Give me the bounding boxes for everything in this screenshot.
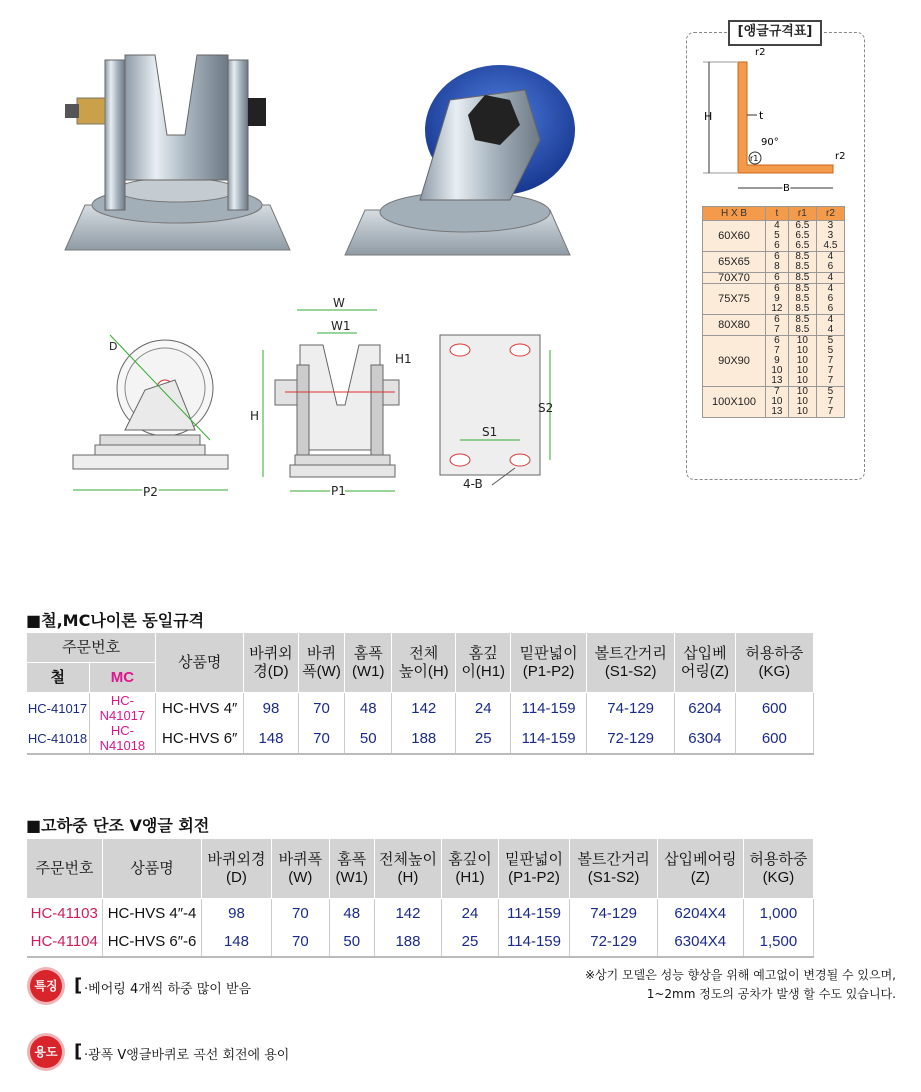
label-r2-top: r2 (755, 47, 766, 58)
feature-text: ·베어링 4개씩 하중 많이 받음 (84, 982, 252, 997)
col-order-number: 주문번호 (27, 839, 103, 899)
angle-col-hxb: H X B (703, 207, 766, 221)
caster-photo-side (340, 60, 580, 265)
angle-cell-r2: 5 (816, 336, 844, 347)
angle-cell-r2: 4 (816, 315, 844, 326)
label-t: t (759, 109, 764, 122)
angle-cell-t: 12 (766, 304, 789, 315)
cell-groove-depth: 24 (442, 899, 498, 928)
angle-cell-r1: 10 (788, 397, 816, 407)
col-order-number: 주문번호 (27, 633, 156, 663)
section1-title: ■철,MC나이론 동일규격 (26, 611, 205, 630)
cell-height: 142 (392, 693, 456, 724)
angle-col-t: t (766, 207, 789, 221)
table-row (27, 723, 814, 754)
angle-row (703, 273, 845, 284)
angle-cell-r1: 8.5 (788, 273, 816, 284)
product-name: HC-HVS 6″ (156, 723, 244, 754)
table-row (27, 928, 814, 957)
angle-cell-r1: 10 (788, 336, 816, 347)
cell-groove-width: 48 (345, 693, 392, 724)
cell-diameter: 148 (244, 723, 299, 754)
table-row (27, 693, 814, 724)
angle-cell-t: 6 (766, 252, 789, 263)
cell-groove-depth: 25 (442, 928, 498, 957)
cell-bearing: 6204X4 (657, 899, 743, 928)
angle-col-r1: r1 (788, 207, 816, 221)
angle-cell-r1: 8.5 (788, 315, 816, 326)
cell-plate: 114-159 (498, 899, 570, 928)
angle-cell-t: 9 (766, 294, 789, 304)
angle-cell-r1: 6.5 (788, 241, 816, 252)
label-90deg: 90° (761, 137, 779, 148)
angle-size: 65X65 (703, 252, 766, 273)
iron-code: HC-41018 (27, 723, 90, 754)
label-b: B (783, 183, 790, 194)
cell-width: 70 (271, 899, 329, 928)
angle-size: 60X60 (703, 221, 766, 252)
caster-side-drawing (65, 330, 235, 500)
cell-groove-depth: 24 (456, 693, 511, 724)
table-row (27, 899, 814, 928)
angle-cell-r1: 10 (788, 387, 816, 398)
use-bracket-icon: [ (74, 1041, 83, 1062)
col-total-height: 전체높이 (H) (374, 839, 442, 899)
col-wheel-width: 바퀴 폭(W) (298, 633, 345, 693)
cell-bolt: 72-129 (587, 723, 675, 754)
angle-cell-r1: 8.5 (788, 304, 816, 315)
cell-bearing: 6304 (675, 723, 736, 754)
base-plate-drawing (430, 330, 565, 495)
caster-photo-front (55, 40, 300, 265)
caster-front-drawing (245, 295, 425, 500)
dim-bolt-label: 4-B (463, 477, 483, 491)
disclaimer-line-1: ※상기 모델은 성능 향상을 위해 예고없이 변경될 수 있으며, (584, 968, 896, 982)
product-name: HC-HVS 4″-4 (103, 899, 202, 928)
angle-cell-t: 7 (766, 325, 789, 336)
col-product-name: 상품명 (103, 839, 202, 899)
col-groove-width: 홈폭 (W1) (345, 633, 392, 693)
angle-cell-t: 10 (766, 397, 789, 407)
order-code: HC-41104 (27, 928, 103, 957)
product-name: HC-HVS 6″-6 (103, 928, 202, 957)
use-badge: 용도 (30, 1036, 62, 1068)
col-mc: MC (89, 663, 156, 693)
col-load: 허용하중 (KG) (743, 839, 813, 899)
dim-h1-label: H1 (395, 352, 412, 366)
angle-size: 100X100 (703, 387, 766, 418)
cell-plate: 114-159 (510, 723, 586, 754)
angle-cell-r1: 8.5 (788, 325, 816, 336)
col-bolt-distance: 볼트간거리 (S1-S2) (570, 839, 657, 899)
cell-groove-width: 48 (329, 899, 374, 928)
label-r2-right: r2 (835, 151, 846, 162)
angle-cell-t: 13 (766, 376, 789, 387)
cell-diameter: 148 (202, 928, 272, 957)
section2-table (26, 838, 814, 958)
cell-plate: 114-159 (498, 928, 570, 957)
angle-size: 70X70 (703, 273, 766, 284)
angle-cell-r2: 6 (816, 262, 844, 273)
col-total-height: 전체 높이(H) (392, 633, 456, 693)
col-bolt-distance: 볼트간거리 (S1-S2) (587, 633, 675, 693)
angle-cell-r2: 6 (816, 304, 844, 315)
angle-cell-r2: 4.5 (816, 241, 844, 252)
feature-bracket-icon: [ (74, 975, 83, 996)
angle-size: 90X90 (703, 336, 766, 387)
angle-cell-r1: 10 (788, 407, 816, 418)
angle-cell-r2: 7 (816, 356, 844, 366)
cell-load: 600 (735, 693, 813, 724)
product-name: HC-HVS 4″ (156, 693, 244, 724)
cell-load: 1,000 (743, 899, 813, 928)
angle-cell-r2: 4 (816, 325, 844, 336)
col-plate-size: 밑판넓이 (P1-P2) (510, 633, 586, 693)
section2-title: ■고하중 단조 V앵글 회전 (26, 816, 210, 835)
angle-cell-r1: 10 (788, 356, 816, 366)
dim-p1-label: P1 (331, 484, 346, 498)
angle-cell-t: 5 (766, 231, 789, 241)
mc-code: HC-N41018 (89, 723, 156, 754)
angle-cell-t: 6 (766, 315, 789, 326)
cell-groove-depth: 25 (456, 723, 511, 754)
cell-diameter: 98 (244, 693, 299, 724)
angle-cell-t: 6 (766, 284, 789, 295)
cell-width: 70 (298, 723, 345, 754)
col-iron: 철 (27, 663, 90, 693)
cell-bolt: 74-129 (587, 693, 675, 724)
dim-s1-label: S1 (482, 425, 498, 439)
angle-cell-t: 6 (766, 273, 789, 284)
angle-cell-r1: 6.5 (788, 231, 816, 241)
angle-cell-r1: 8.5 (788, 284, 816, 295)
angle-cell-r1: 10 (788, 366, 816, 376)
col-plate-size: 밑판넓이 (P1-P2) (498, 839, 570, 899)
col-bearing: 삽입베어링 (Z) (657, 839, 743, 899)
angle-cell-r1: 6.5 (788, 221, 816, 232)
cell-bearing: 6204 (675, 693, 736, 724)
order-code: HC-41103 (27, 899, 103, 928)
angle-cell-r2: 7 (816, 397, 844, 407)
angle-cell-r2: 3 (816, 231, 844, 241)
cell-width: 70 (298, 693, 345, 724)
angle-cell-t: 6 (766, 241, 789, 252)
angle-cell-r2: 7 (816, 407, 844, 418)
angle-cell-r2: 4 (816, 252, 844, 263)
angle-cell-r2: 5 (816, 346, 844, 356)
angle-profile-diagram (695, 45, 855, 200)
cell-height: 188 (392, 723, 456, 754)
angle-cell-r2: 6 (816, 294, 844, 304)
angle-cell-r2: 3 (816, 221, 844, 232)
angle-cell-t: 4 (766, 221, 789, 232)
cell-bolt: 74-129 (570, 899, 657, 928)
dim-s2-label: S2 (538, 401, 554, 415)
dim-p2-label: P2 (143, 485, 158, 499)
angle-cell-t: 10 (766, 366, 789, 376)
angle-col-r2: r2 (816, 207, 844, 221)
angle-cell-r2: 7 (816, 376, 844, 387)
cell-groove-width: 50 (329, 928, 374, 957)
col-groove-depth: 홈깊 이(H1) (456, 633, 511, 693)
cell-height: 142 (374, 899, 442, 928)
col-product-name: 상품명 (156, 633, 244, 693)
cell-groove-width: 50 (345, 723, 392, 754)
iron-code: HC-41017 (27, 693, 90, 724)
col-wheel-diameter: 바퀴외경 (D) (202, 839, 272, 899)
cell-width: 70 (271, 928, 329, 957)
angle-spec-table (702, 206, 845, 418)
angle-cell-r2: 7 (816, 366, 844, 376)
angle-cell-r1: 10 (788, 346, 816, 356)
col-load: 허용하중 (KG) (735, 633, 813, 693)
col-wheel-width: 바퀴폭 (W) (271, 839, 329, 899)
dim-d-label: D (109, 340, 118, 353)
dim-w-label: W (333, 296, 345, 310)
cell-plate: 114-159 (510, 693, 586, 724)
col-groove-depth: 홈깊이 (H1) (442, 839, 498, 899)
angle-cell-r1: 8.5 (788, 294, 816, 304)
angle-cell-r1: 10 (788, 376, 816, 387)
cell-diameter: 98 (202, 899, 272, 928)
angle-cell-t: 13 (766, 407, 789, 418)
angle-cell-r1: 8.5 (788, 262, 816, 273)
angle-cell-r1: 8.5 (788, 252, 816, 263)
label-h: H (704, 110, 713, 123)
cell-load: 600 (735, 723, 813, 754)
cell-bolt: 72-129 (570, 928, 657, 957)
angle-size: 75X75 (703, 284, 766, 315)
angle-spec-title: [앵글규격표] (728, 20, 822, 46)
label-r1: r1 (750, 154, 759, 163)
dim-w1-label: W1 (331, 319, 351, 333)
disclaimer-line-2: 1~2mm 정도의 공차가 발생 할 수도 있습니다. (646, 987, 896, 1001)
angle-cell-t: 7 (766, 346, 789, 356)
feature-badge: 특징 (30, 970, 62, 1002)
col-bearing: 삽입베 어링(Z) (675, 633, 736, 693)
cell-load: 1,500 (743, 928, 813, 957)
col-groove-width: 홈폭 (W1) (329, 839, 374, 899)
use-text: ·광폭 V앵글바퀴로 곡선 회전에 용이 (84, 1048, 290, 1063)
angle-size: 80X80 (703, 315, 766, 336)
angle-cell-t: 6 (766, 336, 789, 347)
mc-code: HC-N41017 (89, 693, 156, 724)
angle-cell-t: 8 (766, 262, 789, 273)
angle-cell-r2: 4 (816, 284, 844, 295)
section1-table (26, 632, 814, 755)
cell-height: 188 (374, 928, 442, 957)
angle-cell-r2: 5 (816, 387, 844, 398)
cell-bearing: 6304X4 (657, 928, 743, 957)
angle-cell-t: 7 (766, 387, 789, 398)
dim-h-label: H (250, 409, 260, 423)
angle-cell-t: 9 (766, 356, 789, 366)
col-wheel-diameter: 바퀴외 경(D) (244, 633, 299, 693)
angle-cell-r2: 4 (816, 273, 844, 284)
